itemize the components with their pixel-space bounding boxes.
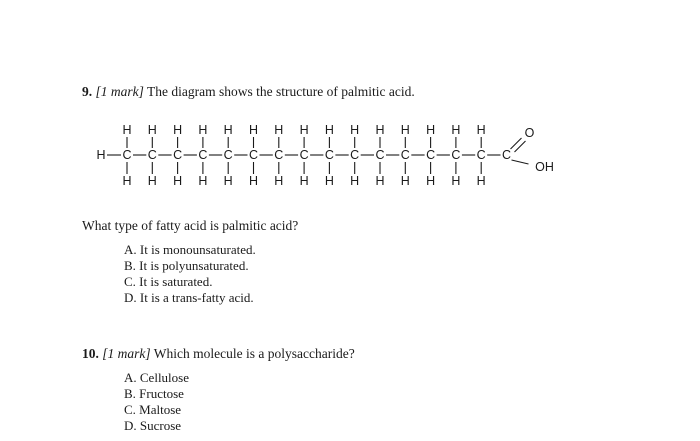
carbon-atom-12: C (400, 148, 410, 162)
carbon-atom-9: C (324, 148, 334, 162)
hydrogen-bottom-10: H (350, 174, 360, 188)
hydrogen-bottom-1: H (122, 174, 132, 188)
question-9-option-b: B. It is polyunsaturated. (124, 258, 249, 273)
carbon-atom-7: C (274, 148, 284, 162)
question-10-text: Which molecule is a polysaccharide? (153, 346, 355, 361)
question-9-mark: [1 mark] (95, 84, 144, 99)
hydrogen-top-11: H (375, 123, 385, 137)
carbon-atom-11: C (375, 148, 385, 162)
hydrogen-bottom-11: H (375, 174, 385, 188)
hydrogen-top-12: H (400, 123, 410, 137)
hydrogen-top-8: H (299, 123, 309, 137)
question-9-option-a: A. It is monounsaturated. (124, 242, 256, 257)
hydrogen-top-2: H (147, 123, 157, 137)
question-10-number: 10. (82, 346, 99, 361)
carbon-atom-8: C (299, 148, 309, 162)
question-10-heading (82, 346, 355, 362)
bond-hydroxyl (512, 160, 529, 164)
hydrogen-bottom-8: H (299, 174, 309, 188)
question-9-options (124, 242, 256, 306)
hydrogen-bottom-12: H (400, 174, 410, 188)
hydrogen-top-4: H (198, 123, 208, 137)
question-9-option-c: C. It is saturated. (124, 274, 213, 289)
question-10-option-d: D. Sucrose (124, 418, 182, 433)
question-10-option-c: C. Maltose (124, 402, 182, 417)
hydrogen-top-5: H (223, 123, 233, 137)
carbon-atom-4: C (198, 148, 208, 162)
question-9-number: 9. (82, 84, 93, 99)
carbon-atom-1: C (122, 148, 132, 162)
hydrogen-bottom-13: H (426, 174, 436, 188)
hydrogen-bottom-6: H (248, 174, 259, 188)
carbonyl-oxygen-label: O (524, 126, 535, 140)
carbon-atom-13: C (426, 148, 436, 162)
hydrogen-top-9: H (324, 123, 334, 137)
carbon-atom-3: C (173, 148, 183, 162)
carbon-atom-10: C (350, 148, 360, 162)
hydrogen-bottom-15: H (476, 174, 486, 188)
terminal-hydrogen-label: H (96, 148, 106, 162)
question-10-option-b: B. Fructose (124, 386, 184, 401)
hydrogen-bottom-7: H (274, 174, 284, 188)
hydrogen-bottom-14: H (451, 174, 461, 188)
question-10-options (124, 370, 189, 434)
carbon-atom-5: C (223, 148, 233, 162)
hydrogen-bottom-3: H (173, 174, 183, 188)
carbon-atom-14: C (451, 148, 461, 162)
hydrogen-bottom-2: H (147, 174, 157, 188)
hydrogen-top-14: H (451, 123, 461, 137)
hydrogen-top-7: H (274, 123, 284, 137)
question-9-prompt: What type of fatty acid is palmitic acid? (82, 218, 299, 233)
question-9-text: The diagram shows the structure of palmitic acid. (147, 84, 415, 99)
bond-lines (107, 137, 529, 174)
hydrogen-top-15: H (476, 123, 486, 137)
carbon-atom-6: C (248, 148, 259, 162)
hydrogen-bottom-9: H (324, 174, 334, 188)
carboxyl-carbon-atom: C (501, 148, 512, 162)
hydrogen-top-1: H (122, 123, 132, 137)
hydrogen-top-6: H (248, 123, 259, 137)
question-9-option-d: D. It is a trans-fatty acid. (124, 290, 254, 305)
hydrogen-bottom-4: H (198, 174, 208, 188)
hydrogen-top-3: H (173, 123, 183, 137)
hydrogen-top-13: H (426, 123, 436, 137)
question-10-mark: [1 mark] (102, 346, 151, 361)
carbon-atom-2: C (147, 148, 157, 162)
question-10-option-a: A. Cellulose (124, 370, 189, 385)
carbon-atom-15: C (476, 148, 486, 162)
hydrogen-bottom-5: H (223, 174, 233, 188)
hydrogen-top-10: H (350, 123, 360, 137)
hydroxyl-group-label: OH (535, 160, 554, 174)
